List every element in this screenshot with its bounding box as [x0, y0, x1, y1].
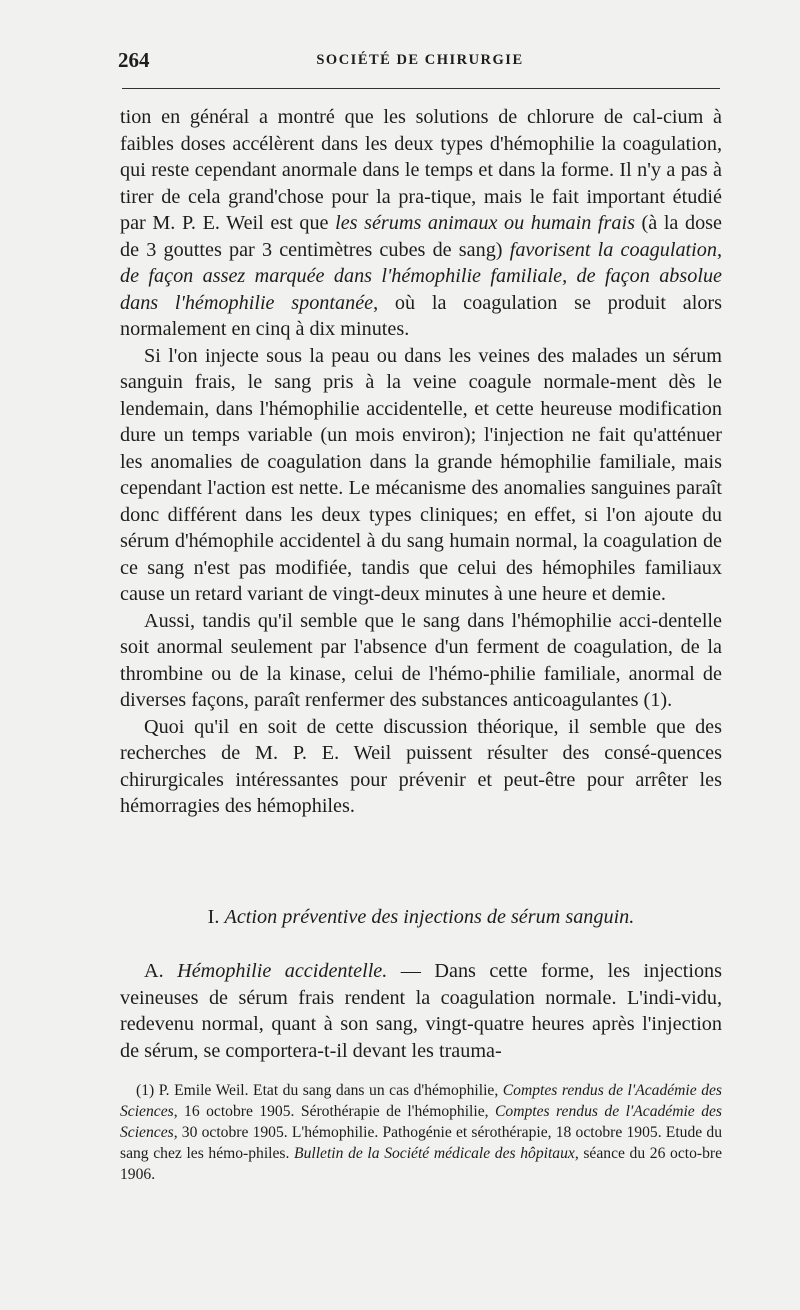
paragraph: [120, 343, 722, 608]
italic-run: Comptes rendus de l'Académie des Sciences: [120, 1082, 722, 1120]
paragraph: [120, 714, 722, 820]
paragraph: [120, 104, 722, 343]
section-heading: [120, 904, 722, 930]
text-run: — Dans cette forme, les injections veineuses de sérum frais rendent la coagulation normale. L'indi-vidu, redevenu normal, quant à son sang, vingt-quatre heures après l'injection de sérum, se comportera-t-il devant les trauma-: [120, 960, 723, 1062]
text-run: Aussi, tandis qu'il semble que le sang dans l'hémophilie acci-dentelle soit anormal seulement par l'absence d'un ferment de coagulation, de la thrombine ou de la kinase, celui de l'hémo-philie familiale, anormal de diverses façons, paraît renfermer des substances anticoagulantes (1).: [120, 609, 722, 711]
text-run: Si l'on injecte sous la peau ou dans les veines des malades un sérum sanguin frais, le sang pris à la veine coagule normale-ment dès le lendemain, dans l'hémophilie accidentelle, et cette heureuse modification dure un temps variable (un mois environ); l'injection ne fait qu'atténuer les anomalies de coagulation dans la grande hémophilie familiale, mais cependant l'action est nette. Le mécanisme des anomalies sanguines paraît donc différent dans les deux types cliniques; en effet, si l'on ajoute du sérum d'hémophile accidentel à du sang humain normal, la coagulation de ce sang n'est pas modifiée, tandis que celui des hémophiles familiaux cause un retard variant de vingt-deux minutes à une heure et demie.: [120, 344, 722, 605]
section-number: I.: [207, 906, 220, 928]
subsection-title: Hémophilie accidentelle.: [177, 960, 388, 982]
footnote: [120, 1080, 722, 1185]
text-run: (à la dose de 3 gouttes par 3 centimètres cubes de sang): [120, 212, 722, 261]
subsection-body: [120, 958, 722, 1064]
italic-run: favorisent la coagulation, de façon assez marquée dans l'hémophilie familiale, de façon absolue dans l'hémophilie spontanée: [120, 238, 723, 314]
section-title: Action préventive des injections de sérum sanguin.: [224, 906, 635, 928]
italic-run: Comptes rendus de l'Académie des Sciences: [120, 1103, 722, 1141]
text-run: , où la coagulation se produit alors normalement en cinq à dix minutes.: [120, 291, 722, 340]
paragraph: [120, 958, 722, 1064]
page-number: 264: [118, 48, 150, 72]
header-rule: [122, 88, 720, 89]
text-run: , 16 octobre 1905. Sérothérapie de l'hémophilie,: [173, 1103, 496, 1120]
subsection-letter: A.: [144, 960, 164, 982]
footnote-paragraph: [120, 1080, 722, 1185]
text-run: (1) P. Emile Weil. Etat du sang dans un cas d'hémophilie,: [136, 1082, 503, 1099]
running-title: SOCIÉTÉ DE CHIRURGIE: [316, 52, 524, 68]
text-run: , 30 octobre 1905. L'hémophilie. Pathogénie et sérothérapie, 18 octobre 1905. Etude du sang chez les hémo-philes.: [120, 1124, 722, 1162]
italic-run: Bulletin de la Société médicale des hôpitaux: [294, 1145, 575, 1162]
text-run: , séance du 26 octo-bre 1906.: [120, 1145, 722, 1183]
body-text: [120, 104, 722, 820]
italic-run: les sérums animaux ou humain frais: [335, 212, 635, 234]
paragraph: [120, 608, 722, 714]
page-header: [118, 48, 722, 78]
text-run: tion en général a montré que les solutions de chlorure de cal-cium à faibles doses accélèrent dans les deux types d'hémophilie la coagulation, qui reste cependant anormale dans le temps et dans la forme. Il n'y a pas à tirer de cela grand'chose pour la pra-tique, mais le fait important étudié par M. P. E. Weil est que: [120, 106, 722, 234]
text-run: Quoi qu'il en soit de cette discussion théorique, il semble que des recherches de M. P. E. Weil puissent résulter des consé-quences chirurgicales intéressantes pour prévenir et peut-être pour arrêter les hémorragies des hémophiles.: [120, 715, 722, 817]
